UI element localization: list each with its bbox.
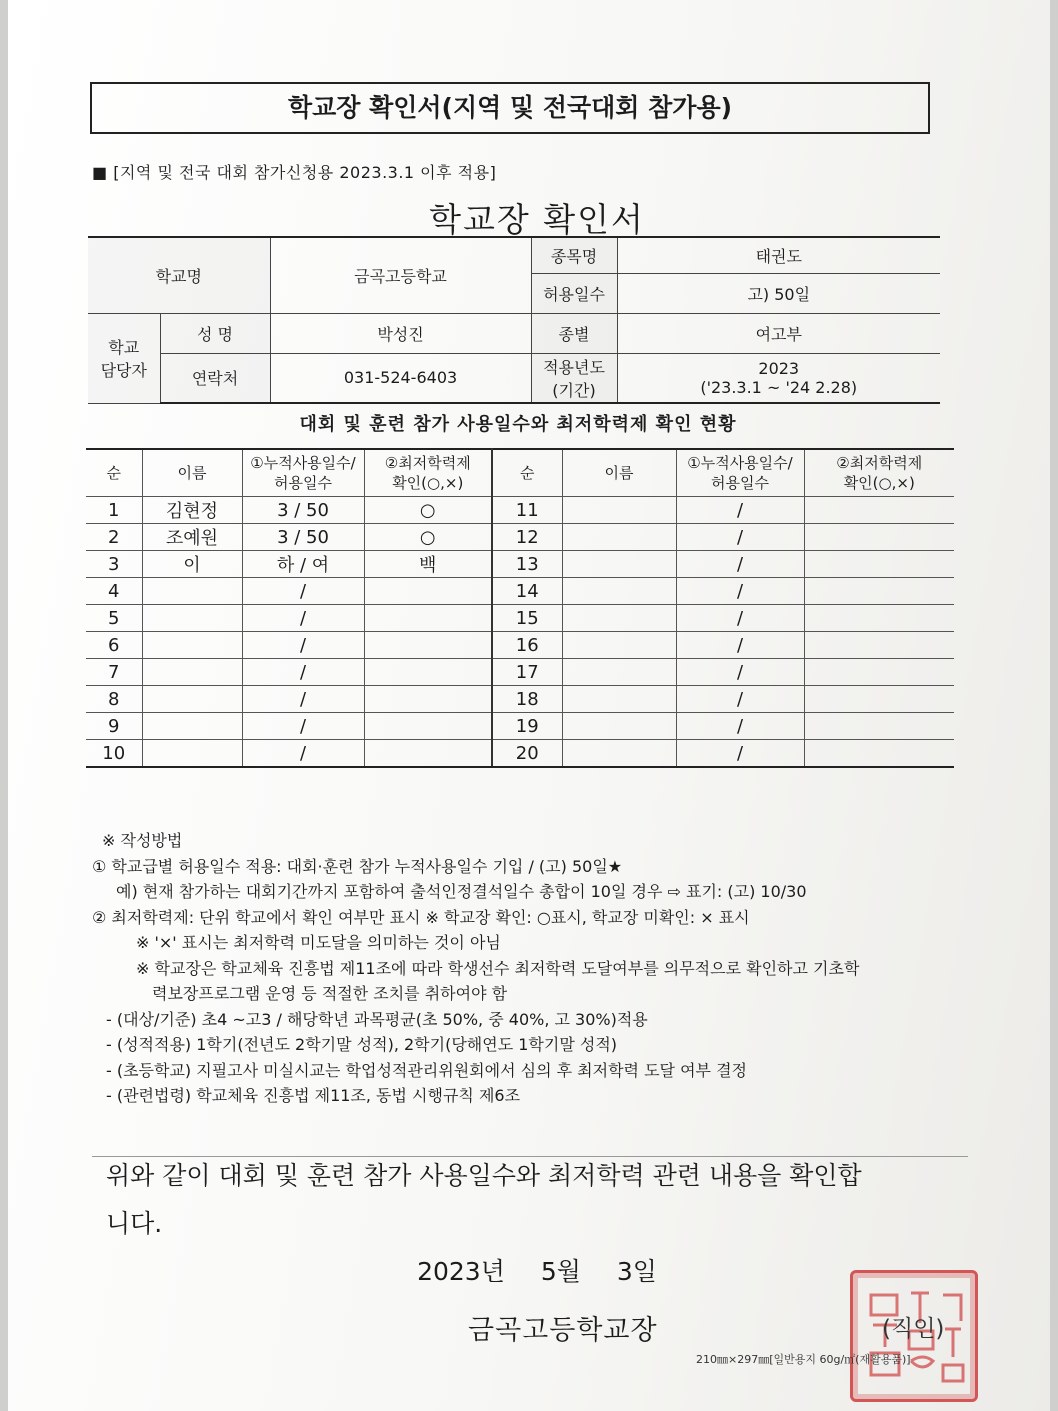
category-label: 종별 (531, 313, 617, 353)
cell-days: / (676, 524, 804, 551)
sport-value: 태권도 (617, 237, 940, 273)
table-row (86, 740, 954, 768)
header-no: 순 (86, 449, 142, 497)
header-academic-line-2: 확인(○,×) (392, 474, 464, 492)
cell-no: 18 (492, 686, 562, 713)
cell-no: 8 (86, 686, 142, 713)
note-line: ※ '×' 표시는 최저학력 미도달을 의미하는 것이 아님 (136, 933, 501, 952)
table-row (86, 578, 954, 605)
cell-check (804, 659, 954, 686)
cell-name (562, 740, 676, 768)
cell-no: 12 (492, 524, 562, 551)
school-label: 학교명 (88, 237, 270, 313)
cell-days: / (676, 605, 804, 632)
header-days-line-2: 허용일수 (711, 474, 769, 492)
cell-no: 3 (86, 551, 142, 578)
cell-check (364, 578, 492, 605)
cell-check (804, 578, 954, 605)
header-days (676, 449, 804, 497)
cell-no: 14 (492, 578, 562, 605)
cell-check: ○ (364, 497, 492, 524)
header-academic-line-1: ②최저학력제 (384, 454, 471, 472)
principal-name: 금곡고등학교장 (468, 1315, 658, 1346)
cell-no: 5 (86, 605, 142, 632)
header-no: 순 (492, 449, 562, 497)
days-value: 고) 50일 (617, 273, 940, 313)
cell-name (142, 713, 242, 740)
cell-days: / (676, 686, 804, 713)
cell-name (562, 551, 676, 578)
note-line: ※ 학교장은 학교체육 진흥법 제11조에 따라 학생선수 최저학력 도달여부를 의무적으로 확인하고 기초학 (136, 958, 860, 978)
school-value: 금곡고등학교 (270, 237, 531, 313)
cell-days: / (242, 740, 364, 768)
cell-check (364, 659, 492, 686)
note-line: - (관련법령) 학교체육 진흥법 제11조, 동법 시행규칙 제6조 (106, 1086, 521, 1105)
cell-no: 1 (86, 497, 142, 524)
year-cell (617, 353, 940, 403)
cell-days: / (242, 605, 364, 632)
cell-check (804, 605, 954, 632)
notes-lines (92, 854, 972, 1109)
cell-days: / (242, 578, 364, 605)
cell-check (364, 686, 492, 713)
staff-label (88, 313, 160, 403)
cell-check (804, 740, 954, 768)
cell-check (804, 551, 954, 578)
paper-spec-footer: 210㎜×297㎜[일반용지 60g/㎡(재활용품)] (696, 1353, 911, 1366)
staff-label-line-1: 학교 (108, 338, 140, 357)
header-title: 학교장 확인서(지역 및 전국대회 참가용) (90, 82, 930, 134)
cell-days: / (676, 659, 804, 686)
cell-no: 17 (492, 659, 562, 686)
cell-days: / (242, 713, 364, 740)
category-value: 여고부 (617, 313, 940, 353)
cell-name (562, 605, 676, 632)
note-line: - (대상/기준) 초4 ~고3 / 해당학년 과목평균(초 50%, 중 40%, 고 30%)적용 (106, 1009, 648, 1029)
note-line: ① 학교급별 허용일수 적용: 대회·훈련 참가 누적사용일수 기입 / (고) 50일★ (92, 856, 623, 876)
table-row (86, 497, 954, 524)
cell-no: 6 (86, 632, 142, 659)
cell-name (562, 497, 676, 524)
confirmation-line-2: 니다. (106, 1209, 163, 1238)
table-row (86, 605, 954, 632)
header-name: 이름 (142, 449, 242, 497)
cell-days: / (676, 713, 804, 740)
cell-days: / (676, 578, 804, 605)
seal-label: (직인) (882, 1316, 945, 1342)
cell-name: 김현정 (142, 497, 242, 524)
note-line: 력보장프로그램 운영 등 적절한 조치를 취하여야 함 (152, 984, 508, 1003)
cell-days: / (676, 497, 804, 524)
year-value: 2023 (758, 358, 800, 378)
header-name: 이름 (562, 449, 676, 497)
cell-days: / (242, 686, 364, 713)
table-row (86, 524, 954, 551)
cell-no: 4 (86, 578, 142, 605)
year-label (531, 353, 617, 403)
cell-name (142, 686, 242, 713)
cell-check (804, 632, 954, 659)
cell-no: 11 (492, 497, 562, 524)
cell-check (804, 524, 954, 551)
table-row (86, 713, 954, 740)
cell-name: 이 (142, 551, 242, 578)
cell-check (364, 605, 492, 632)
cell-check: 백 (364, 551, 492, 578)
period-value: ('23.3.1 ~ '24 2.28) (700, 377, 858, 397)
participation-table (86, 448, 954, 768)
confirmation-text (106, 1152, 966, 1248)
cell-days: / (242, 659, 364, 686)
sub-note: ■ [지역 및 전국 대회 참가신청용 2023.3.1 이후 적용] (92, 163, 497, 182)
info-table (88, 236, 940, 404)
writing-instructions (92, 828, 972, 1109)
cell-no: 9 (86, 713, 142, 740)
table-row (86, 551, 954, 578)
date-day: 3일 (616, 1257, 657, 1286)
header-academic-line-1: ②최저학력제 (836, 454, 923, 472)
cell-no: 13 (492, 551, 562, 578)
cell-no: 10 (86, 740, 142, 768)
note-line: - (성적적용) 1학기(전년도 2학기말 성적), 2학기(당해연도 1학기말 성적) (106, 1035, 618, 1054)
cell-no: 7 (86, 659, 142, 686)
cell-name (142, 578, 242, 605)
main-title: 학교장 확인서 (429, 200, 645, 239)
cell-check: ○ (364, 524, 492, 551)
contact-value: 031-524-6403 (270, 353, 531, 403)
header-days (242, 449, 364, 497)
table-header-row (86, 449, 954, 497)
notes-heading: ※ 작성방법 (102, 831, 183, 850)
cell-no: 2 (86, 524, 142, 551)
cell-days: 3 / 50 (242, 497, 364, 524)
note-line: - (초등학교) 지필고사 미실시교는 학업성적관리위원회에서 심의 후 최저학력 도달 여부 결정 (106, 1060, 747, 1080)
header-academic (364, 449, 492, 497)
header-days-line-2: 허용일수 (274, 474, 332, 492)
date-month: 5월 (540, 1257, 581, 1286)
note-line: 예) 현재 참가하는 대회기간까지 포함하여 출석인정결석일수 총합이 10일 경우 ⇨ 표기: (고) 10/30 (116, 882, 807, 901)
cell-no: 15 (492, 605, 562, 632)
header-academic (804, 449, 954, 497)
cell-check (364, 713, 492, 740)
cell-name (142, 740, 242, 768)
confirmation-line-1: 위와 같이 대회 및 훈련 참가 사용일수와 최저학력 관련 내용을 확인합 (106, 1161, 862, 1190)
cell-check (804, 497, 954, 524)
cell-days: 하 / 여 (242, 551, 364, 578)
date-year: 2023년 (417, 1257, 505, 1286)
table-row (86, 659, 954, 686)
staff-label-line-2: 담당자 (100, 361, 147, 380)
cell-name (562, 524, 676, 551)
cell-name (562, 659, 676, 686)
cell-name (562, 578, 676, 605)
cell-days: / (676, 740, 804, 768)
table-row (86, 632, 954, 659)
cell-name (142, 605, 242, 632)
cell-name (142, 659, 242, 686)
cell-name (142, 632, 242, 659)
cell-check (804, 686, 954, 713)
cell-check (804, 713, 954, 740)
cell-name (562, 686, 676, 713)
table-row (86, 686, 954, 713)
cell-days: / (676, 632, 804, 659)
cell-days: 3 / 50 (242, 524, 364, 551)
header-days-line-1: ①누적사용일수/ (687, 454, 793, 472)
cell-check (364, 632, 492, 659)
cell-no: 16 (492, 632, 562, 659)
note-line: ② 최저학력제: 단위 학교에서 확인 여부만 표시 ※ 학교장 확인: ○표시, 학교장 미확인: × 표시 (92, 907, 750, 927)
cell-no: 19 (492, 713, 562, 740)
cell-name (562, 713, 676, 740)
cell-days: / (676, 551, 804, 578)
contact-label: 연락처 (160, 353, 270, 403)
year-label-line-1: 적용년도 (543, 357, 605, 377)
name-label: 성 명 (160, 313, 270, 353)
document-page (8, 0, 1050, 1411)
header-days-line-1: ①누적사용일수/ (250, 454, 356, 472)
days-label: 허용일수 (531, 273, 617, 313)
cell-name: 조예원 (142, 524, 242, 551)
section-title: 대회 및 훈련 참가 사용일수와 최저학력제 확인 현황 (299, 414, 737, 435)
cell-no: 20 (492, 740, 562, 768)
year-label-line-2: (기간) (552, 380, 596, 400)
sport-label: 종목명 (531, 237, 617, 273)
cell-check (364, 740, 492, 768)
name-value: 박성진 (270, 313, 531, 353)
cell-days: / (242, 632, 364, 659)
header-academic-line-2: 확인(○,×) (843, 474, 915, 492)
cell-name (562, 632, 676, 659)
